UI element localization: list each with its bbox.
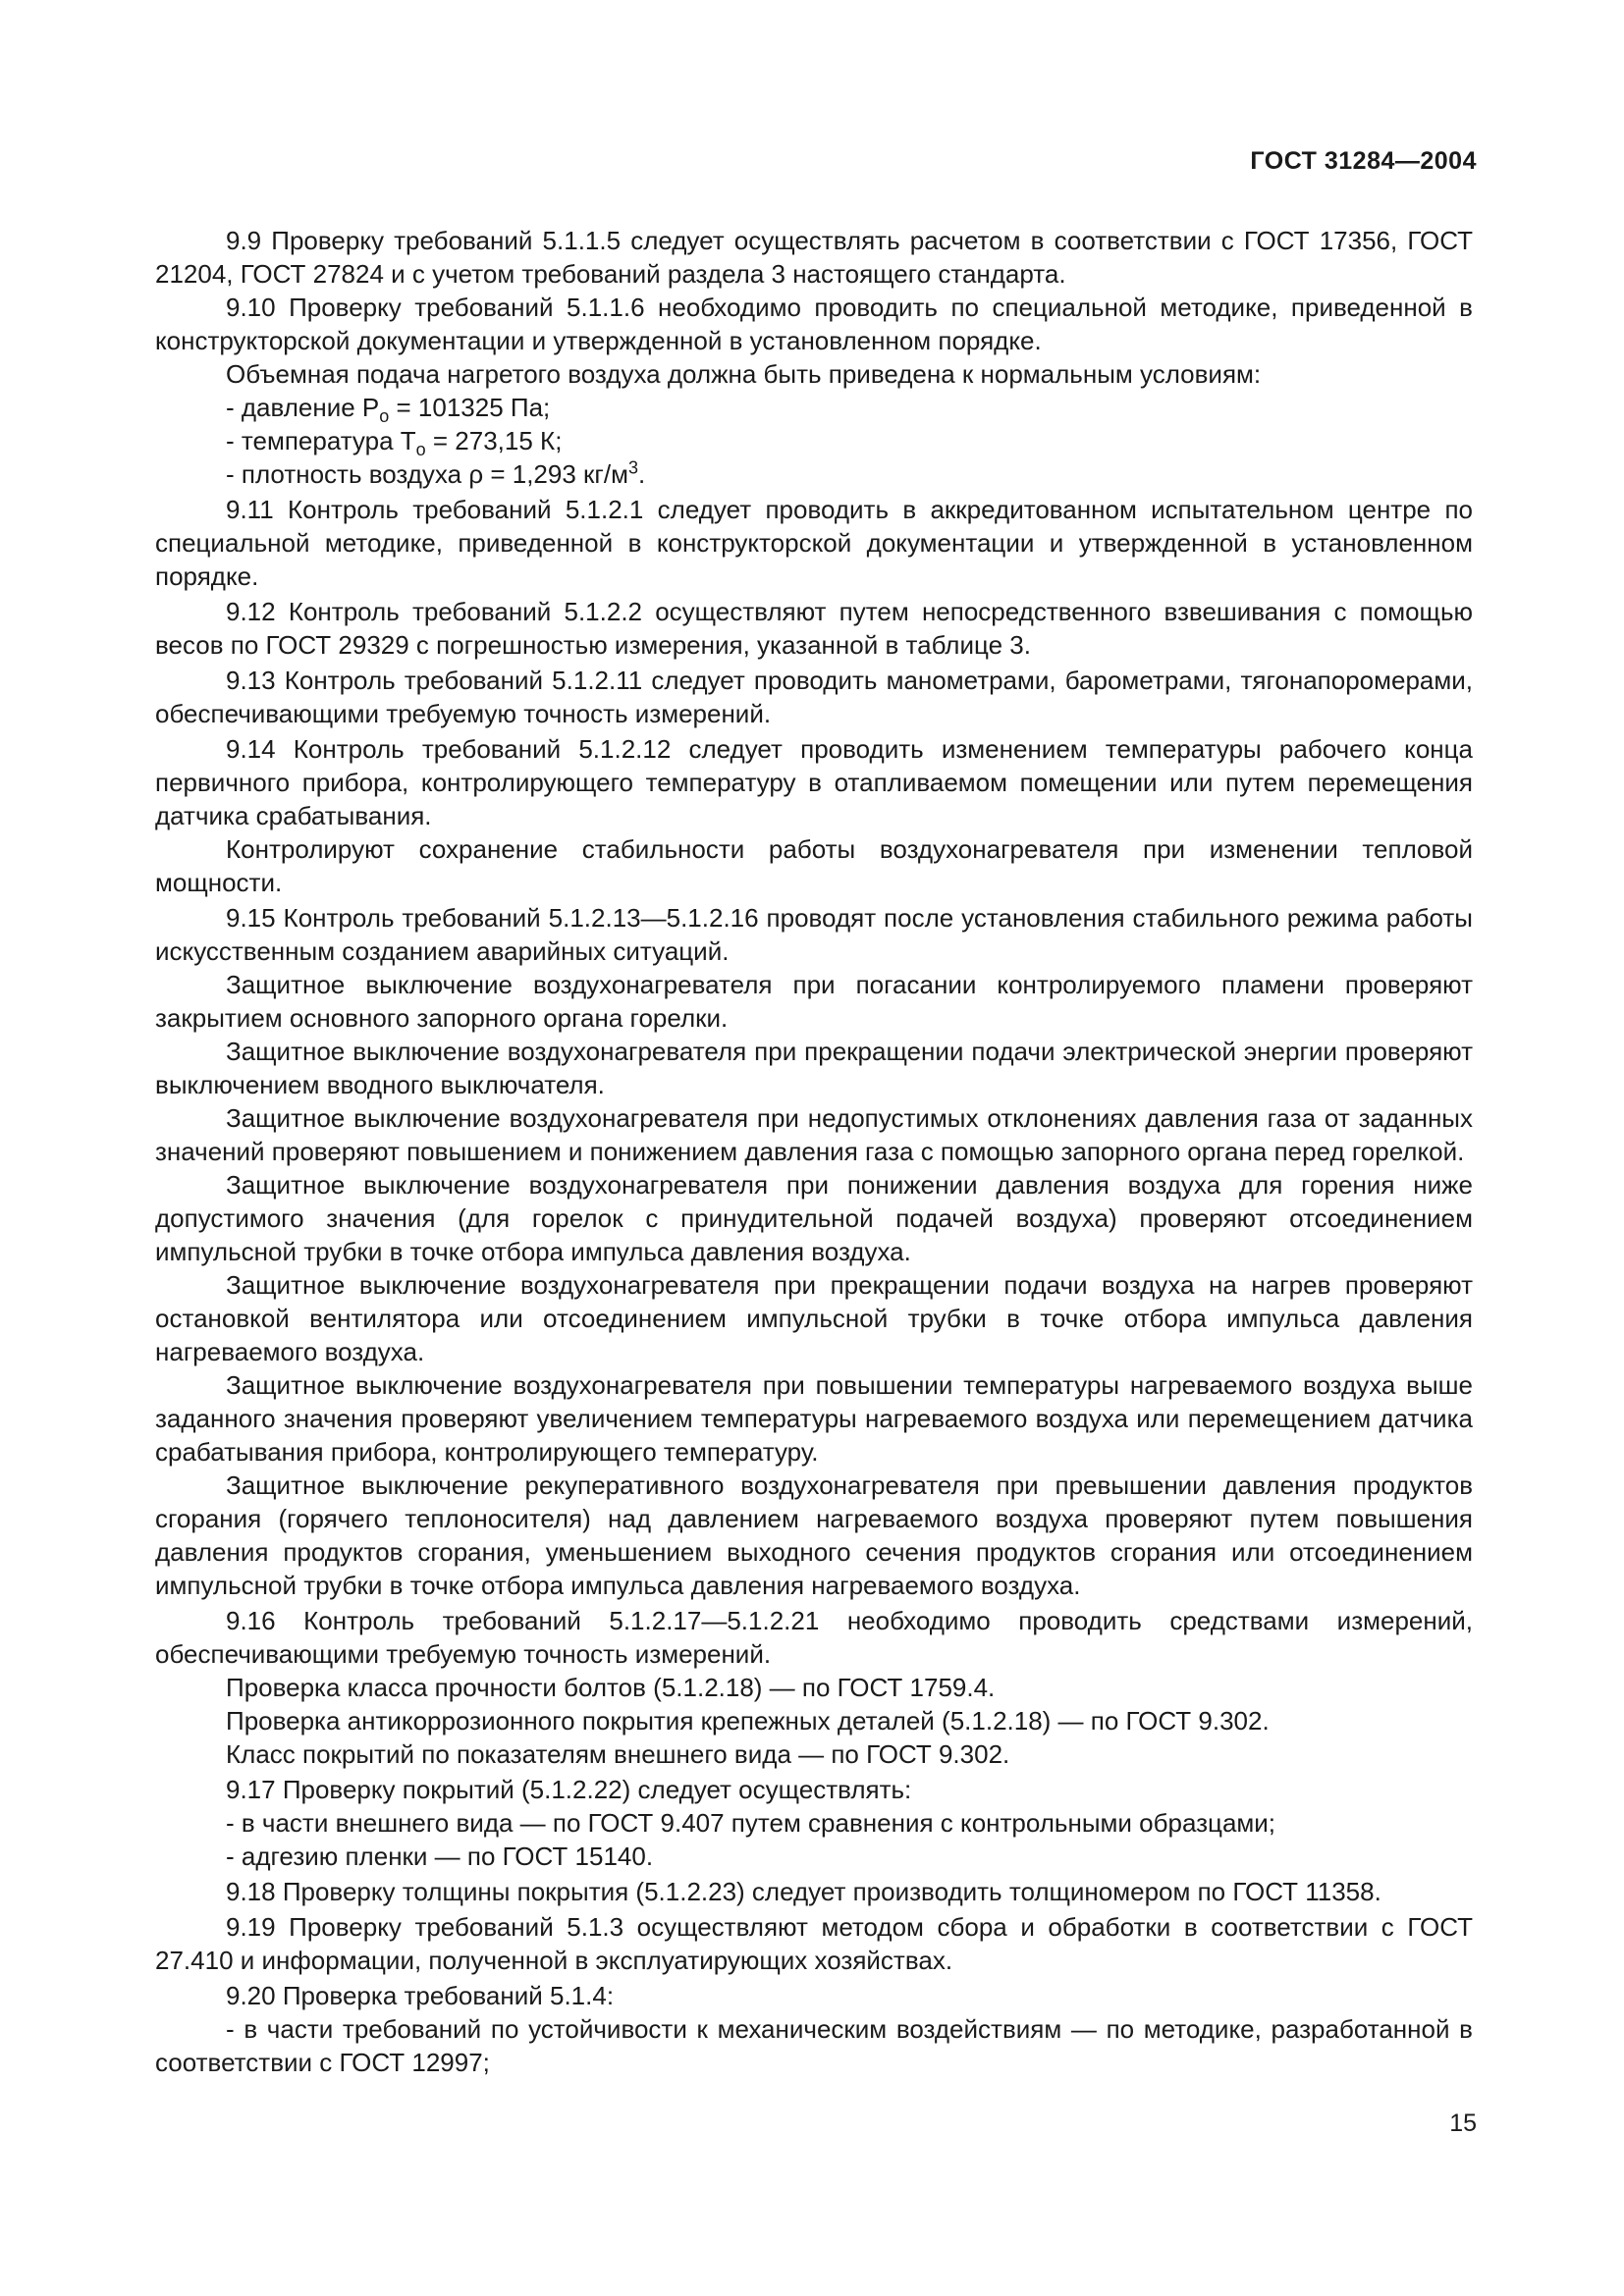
paragraph: - в части требований по устойчивости к механическим воздействиям — по методике, разработанной в соответствии с ГОСТ 12997; [155, 2014, 1473, 2077]
document-body [155, 224, 1473, 2079]
standard-header: ГОСТ 31284—2004 [1250, 147, 1477, 175]
page-number: 15 [1449, 2109, 1477, 2137]
paragraph: Защитное выключение воздухонагревателя при повышении температуры нагреваемого воздуха выше заданного значения проверяют увеличением температуры нагреваемого воздуха или перемещением датчика срабатывания прибора, контролирующего температуру. [155, 1370, 1473, 1467]
paragraph: Проверка антикоррозионного покрытия крепежных деталей (5.1.2.18) — по ГОСТ 9.302. [226, 1706, 1270, 1735]
paragraph: Защитное выключение рекуперативного воздухонагревателя при превышении давления продуктов сгорания (горячего теплоносителя) над давлением нагреваемого воздуха проверяют путем повышения давления продуктов сгорания, уменьшением выходного сечения продуктов сгорания или отсоединением импульсной трубки в точке отбора импульса давления нагреваемого воздуха. [155, 1470, 1473, 1600]
paragraph-list [155, 493, 1473, 2079]
paragraph: 9.11 Контроль требований 5.1.2.1 следует проводить в аккредитованном испытательном центре по специальной методике, приведенной в конструкторской документации и утвержденной в установленном порядке. [155, 495, 1473, 591]
paragraph: 9.20 Проверка требований 5.1.4: [226, 1981, 615, 2010]
condition-pressure: - давление $P_o = 101325$ Па; [226, 393, 551, 427]
paragraph: Защитное выключение воздухонагревателя при прекращении подачи воздуха на нагрев проверяют остановкой вентилятора или отсоединением импульсной трубки в точке отбора импульса давления нагреваемого воздуха. [155, 1270, 1473, 1366]
paragraph: Объемная подача нагретого воздуха должна быть приведена к нормальным условиям: [226, 359, 1262, 389]
paragraph: 9.15 Контроль требований 5.1.2.13—5.1.2.16 проводят после установления стабильного режима работы искусственным созданием аварийных ситуаций. [155, 903, 1473, 966]
paragraph: Защитное выключение воздухонагревателя при понижении давления воздуха для горения ниже допустимого значения (для горелок с принудительной подачей воздуха) проверяют отсоединением импульсной трубки в точке отбора импульса давления воздуха. [155, 1170, 1473, 1266]
paragraph: 9.17 Проверку покрытий (5.1.2.22) следует осуществлять: [226, 1775, 912, 1804]
paragraph: Защитное выключение воздухонагревателя при прекращении подачи электрической энергии проверяют выключением вводного выключателя. [155, 1037, 1473, 1099]
paragraph: 9.10 Проверку требований 5.1.1.6 необходимо проводить по специальной методике, приведенной в конструкторской документации и утвержденной в установленном порядке. [155, 293, 1473, 355]
paragraph: Защитное выключение воздухонагревателя при погасании контролируемого пламени проверяют закрытием основного запорного органа горелки. [155, 970, 1473, 1033]
paragraph: - адгезию пленки — по ГОСТ 15140. [226, 1842, 654, 1871]
paragraph: 9.9 Проверку требований 5.1.1.5 следует осуществлять расчетом в соответствии с ГОСТ 17356, ГОСТ 21204, ГОСТ 27824 и с учетом требований раздела 3 настоящего стандарта. [155, 226, 1473, 289]
paragraph: 9.14 Контроль требований 5.1.2.12 следует проводить изменением температуры рабочего конца первичного прибора, контролирующего температуру в отапливаемом помещении или путем перемещения датчика срабатывания. [155, 734, 1473, 830]
paragraph: 9.19 Проверку требований 5.1.3 осуществляют методом сбора и обработки в соответствии с ГОСТ 27.410 и информации, полученной в эксплуатирующих хозяйствах. [155, 1912, 1473, 1975]
paragraph: Класс покрытий по показателям внешнего вида — по ГОСТ 9.302. [226, 1739, 1010, 1769]
paragraph: 9.16 Контроль требований 5.1.2.17—5.1.2.21 необходимо проводить средствами измерений, обеспечивающими требуемую точность измерений. [155, 1606, 1473, 1669]
condition-temperature: - температура $T_o = 273,15$ К; [226, 426, 563, 460]
paragraph: Проверка класса прочности болтов (5.1.2.18) — по ГОСТ 1759.4. [226, 1673, 996, 1702]
paragraph: Контролируют сохранение стабильности работы воздухонагревателя при изменении тепловой мощности. [155, 834, 1473, 897]
paragraph: 9.13 Контроль требований 5.1.2.11 следует проводить манометрами, барометрами, тягонапоромерами, обеспечивающими требуемую точность измерений. [155, 666, 1473, 728]
paragraph: Защитное выключение воздухонагревателя при недопустимых отклонениях давления газа от заданных значений проверяют повышением и понижением давления газа с помощью запорного органа перед горелкой. [155, 1103, 1473, 1166]
paragraph: 9.18 Проверку толщины покрытия (5.1.2.23) следует производить толщиномером по ГОСТ 11358. [226, 1877, 1381, 1906]
paragraph: - в части внешнего вида — по ГОСТ 9.407 путем сравнения с контрольными образцами; [226, 1808, 1276, 1838]
paragraph: 9.12 Контроль требований 5.1.2.2 осуществляют путем непосредственного взвешивания с помощью весов по ГОСТ 29329 с погрешностью измерения, указанной в таблице 3. [155, 597, 1473, 660]
condition-density: - плотность воздуха ρ = 1,293 $кг/м^3$. [226, 457, 646, 489]
